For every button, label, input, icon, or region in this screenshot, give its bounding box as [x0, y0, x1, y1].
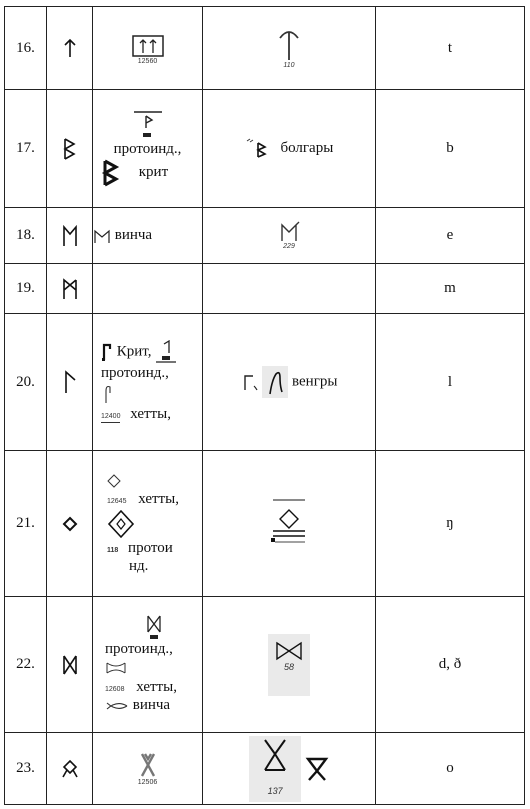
row-number: 16.: [5, 7, 47, 90]
hungarian-l-sign-icon: [241, 372, 259, 392]
table-row: [5, 733, 525, 805]
l-rune-icon: [47, 314, 93, 451]
hourglass-rune-icon: [47, 597, 93, 733]
m-flag-rune-icon: [47, 264, 93, 314]
label-vinca: винча: [114, 227, 153, 243]
parallel-cell-b-empty: [203, 264, 376, 314]
b-rune-icon: [47, 90, 93, 208]
sign-code: 110: [283, 61, 295, 69]
parallel-cell-b: [203, 733, 376, 805]
label-bulgars: болгары: [280, 139, 334, 156]
row-number: 20.: [5, 314, 47, 451]
parallel-cell-b: [203, 451, 376, 597]
vinca-twist-sign-icon: [105, 700, 129, 712]
table-row: [5, 264, 525, 314]
label-hungarians: венгры: [292, 373, 338, 390]
proto-indus-l-sign-icon: [155, 340, 177, 364]
table-row: [5, 208, 525, 264]
row-number: 18.: [5, 208, 47, 264]
row-number: 17.: [5, 90, 47, 208]
tree-sign-icon: [278, 28, 300, 62]
seal-code: 12608: [105, 685, 125, 693]
table-row: [5, 314, 525, 451]
row-number: 19.: [5, 264, 47, 314]
sign-code: 58: [283, 661, 294, 672]
proto-indus-diamond-sign-icon: [107, 509, 135, 539]
label-crete: крит: [138, 164, 169, 181]
table-row: [5, 451, 525, 597]
label-vinca: винча: [132, 697, 171, 714]
parallel-cell-b: [203, 90, 376, 208]
seal-code: 12400: [101, 413, 120, 423]
crete-b-sign-icon: [101, 159, 121, 187]
proto-indus-sign-icon: [128, 110, 168, 140]
hittite-l-sign-icon: [101, 383, 115, 405]
sound-value: e: [376, 208, 525, 264]
seal-x-sign-icon: [135, 751, 161, 779]
diamond-rune-icon: [47, 451, 93, 597]
m-rune-icon: [47, 208, 93, 264]
label-proto-indus-part1: протои: [128, 539, 173, 556]
bowtie-sign-icon: [274, 640, 304, 662]
rune-table: [4, 6, 525, 805]
parallel-cell-a: [93, 597, 203, 733]
parallel-cell-b: [203, 208, 376, 264]
row-number: 21.: [5, 451, 47, 597]
sign-code: 137: [267, 785, 283, 796]
table-row: [5, 7, 525, 90]
sound-value: l: [376, 314, 525, 451]
o-runic-sign-icon: [305, 756, 329, 782]
seal-arrows-icon: [131, 32, 165, 58]
hungarian-l-script-icon: [262, 366, 288, 398]
seal-code: 118: [107, 546, 119, 554]
label-proto-indus: протоинд.,: [105, 641, 173, 657]
label-crete: Крит,: [116, 343, 152, 360]
o-ancient-sign-icon: [257, 736, 293, 786]
up-arrow-rune-icon: [47, 7, 93, 90]
o-rune-icon: [47, 733, 93, 805]
sound-value: m: [376, 264, 525, 314]
diamond-on-base-sign-icon: [269, 498, 309, 550]
hittite-bowtie-sign-icon: [105, 661, 127, 675]
table-row: [5, 90, 525, 208]
sound-value: t: [376, 7, 525, 90]
label-hittites: хетты,: [130, 406, 171, 422]
label-hittites: хетты,: [136, 678, 177, 695]
label-proto-indus: протоинд.,: [113, 141, 182, 158]
parallel-cell-a: [93, 314, 203, 451]
sound-value: b: [376, 90, 525, 208]
parallel-cell-b: [203, 314, 376, 451]
crete-l-sign-icon: [101, 342, 113, 362]
sound-value: d, ð: [376, 597, 525, 733]
seal-code: 12506: [137, 779, 158, 786]
hittite-diamond-sign-icon: [107, 474, 121, 488]
m-tick-sign-icon: [278, 221, 300, 243]
bulgar-b-sign-icon: [245, 137, 271, 161]
sound-value: o: [376, 733, 525, 805]
label-hittites: хетты,: [138, 490, 179, 507]
table-row: [5, 597, 525, 733]
seal-code: 12560: [137, 57, 158, 65]
seal-code: 12645: [107, 497, 127, 505]
o-sign-tablet: [249, 736, 301, 802]
parallel-cell-a-empty: [93, 264, 203, 314]
parallel-cell-a: [93, 7, 203, 90]
parallel-cell-b: [203, 7, 376, 90]
proto-indus-hourglass-sign-icon: [143, 614, 165, 640]
sign-code: 229: [283, 243, 295, 250]
parallel-cell-a: [93, 733, 203, 805]
label-proto-indus: протоинд.,: [101, 365, 169, 382]
sound-value: ŋ: [376, 451, 525, 597]
row-number: 23.: [5, 733, 47, 805]
parallel-cell-a: [93, 451, 203, 597]
bowtie-tablet: [268, 634, 310, 696]
label-proto-indus-part2: нд.: [129, 558, 149, 575]
parallel-cell-a: [93, 90, 203, 208]
parallel-cell-a: [93, 208, 203, 264]
row-number: 22.: [5, 597, 47, 733]
vinca-m-sign-icon: [93, 228, 111, 244]
parallel-cell-b: [203, 597, 376, 733]
